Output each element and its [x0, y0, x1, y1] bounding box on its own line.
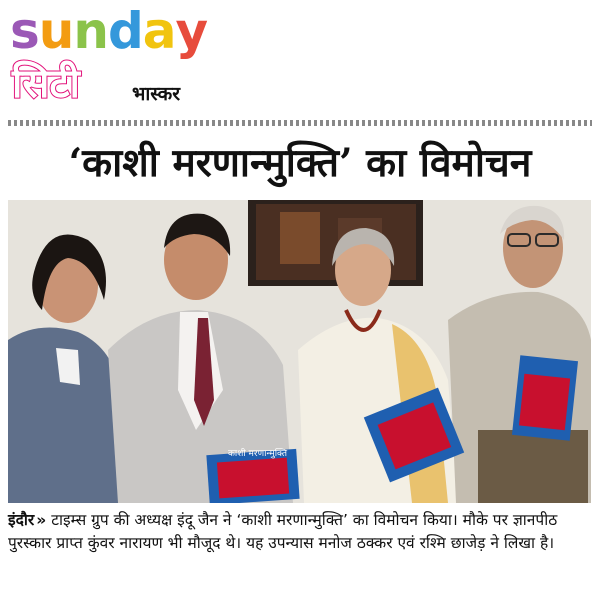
caption-text: टाइम्स ग्रुप की अध्यक्ष इंदू जैन ने ‘काशी मरणान्मुक्ति’ का विमोचन किया। मौके पर ज्ञानपीठ पुरस्कार प्राप्त कुंवर नारायण भी मौजूद थे। यह उपन्यास मनोज ठक्कर एवं रश्मि छाजेड़ ने लिखा है।: [8, 511, 558, 552]
sunday-letter: a: [142, 2, 176, 60]
book-right: [512, 355, 578, 441]
sunday-letter: s: [10, 2, 39, 60]
sunday-letter: d: [107, 2, 143, 60]
city-logo: सिटी: [12, 61, 80, 107]
sunday-logo: [10, 2, 207, 60]
sunday-letter: n: [73, 2, 108, 60]
news-photo: [8, 200, 591, 503]
sunday-letter: u: [38, 2, 74, 60]
photo-illustration: [8, 200, 591, 503]
masthead: [0, 0, 600, 120]
dateline: इंदौर: [8, 511, 35, 529]
dateline-marker: »: [36, 511, 47, 529]
dotted-divider: [8, 120, 592, 126]
headline: ‘काशी मरणान्मुक्ति’ का विमोचन: [68, 140, 532, 186]
sunday-letter: y: [175, 2, 208, 60]
photo-caption: [8, 509, 592, 555]
book-center-left: [206, 447, 299, 503]
bhaskar-logo: भास्कर: [132, 83, 181, 105]
book-title-1: काशी मरणान्मुक्ति: [228, 449, 287, 459]
